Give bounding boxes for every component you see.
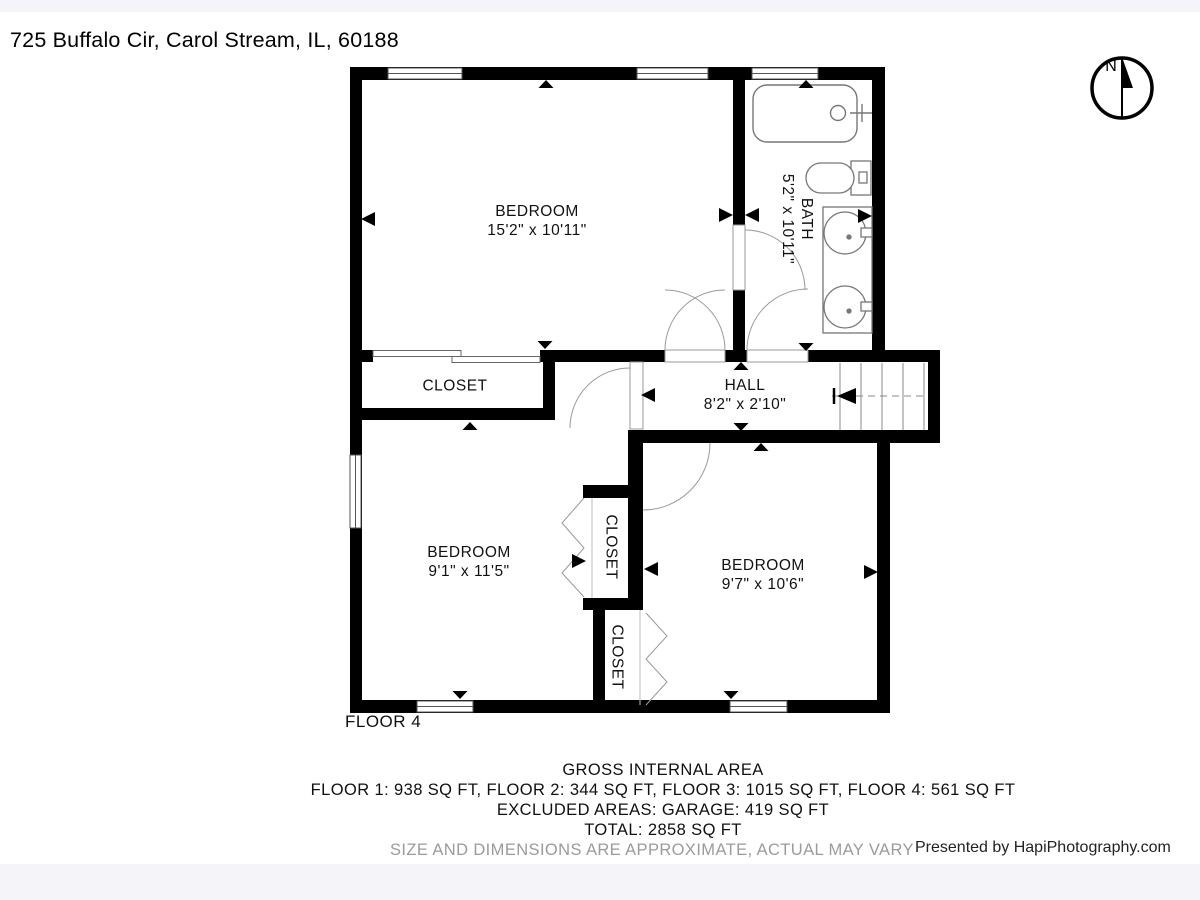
room-dims: 9'1" x 11'5" [428, 563, 510, 580]
room-name: BEDROOM [721, 557, 805, 574]
gross-area-heading: GROSS INTERNAL AREA [562, 761, 764, 779]
sliding-door-icon [373, 351, 540, 363]
total-area-line: TOTAL: 2858 SQ FT [584, 821, 742, 839]
room-label-bedroom-left [427, 543, 511, 581]
room-name: BATH [798, 197, 815, 241]
stairs-icon [832, 363, 927, 430]
room-label-bath [778, 174, 816, 264]
excluded-areas-line: EXCLUDED AREAS: GARAGE: 419 SQ FT [496, 801, 830, 819]
room-name: CLOSET [422, 377, 488, 395]
room-dims: 8'2" x 2'10" [703, 396, 787, 413]
door-arcs [570, 230, 808, 510]
compass-north-label: N [1105, 58, 1117, 75]
room-name: CLOSET [608, 624, 626, 690]
room-dims: 5'2" x 10'11" [779, 173, 796, 265]
bathtub-icon [753, 85, 872, 142]
room-label-closet-left [422, 377, 487, 396]
vanity-sinks-icon [823, 207, 872, 333]
room-label-bedroom-top [487, 202, 586, 240]
disclaimer-text: SIZE AND DIMENSIONS ARE APPROXIMATE, ACTUAL MAY VARY [390, 841, 914, 859]
floor-areas-line: FLOOR 1: 938 SQ FT, FLOOR 2: 344 SQ FT, FLOOR 3: 1015 SQ FT, FLOOR 4: 561 SQ FT [310, 781, 1016, 799]
room-name: BEDROOM [427, 544, 511, 561]
room-dims: 9'7" x 10'6" [721, 576, 805, 593]
room-dims: 15'2" x 10'11" [487, 222, 587, 239]
address-title: 725 Buffalo Cir, Carol Stream, IL, 60188 [10, 28, 399, 52]
room-label-bedroom-right [721, 556, 805, 594]
floor-number-label: FLOOR 4 [345, 712, 422, 731]
compass-icon [1092, 57, 1152, 118]
photography-credit: Presented by HapiPhotography.com [915, 839, 1171, 856]
room-name: CLOSET [602, 514, 620, 580]
room-label-hall [704, 376, 786, 414]
room-label-closet-mid-bottom [608, 624, 627, 689]
room-label-closet-mid-top [602, 514, 621, 579]
room-name: BEDROOM [495, 203, 579, 220]
room-name: HALL [724, 377, 766, 394]
